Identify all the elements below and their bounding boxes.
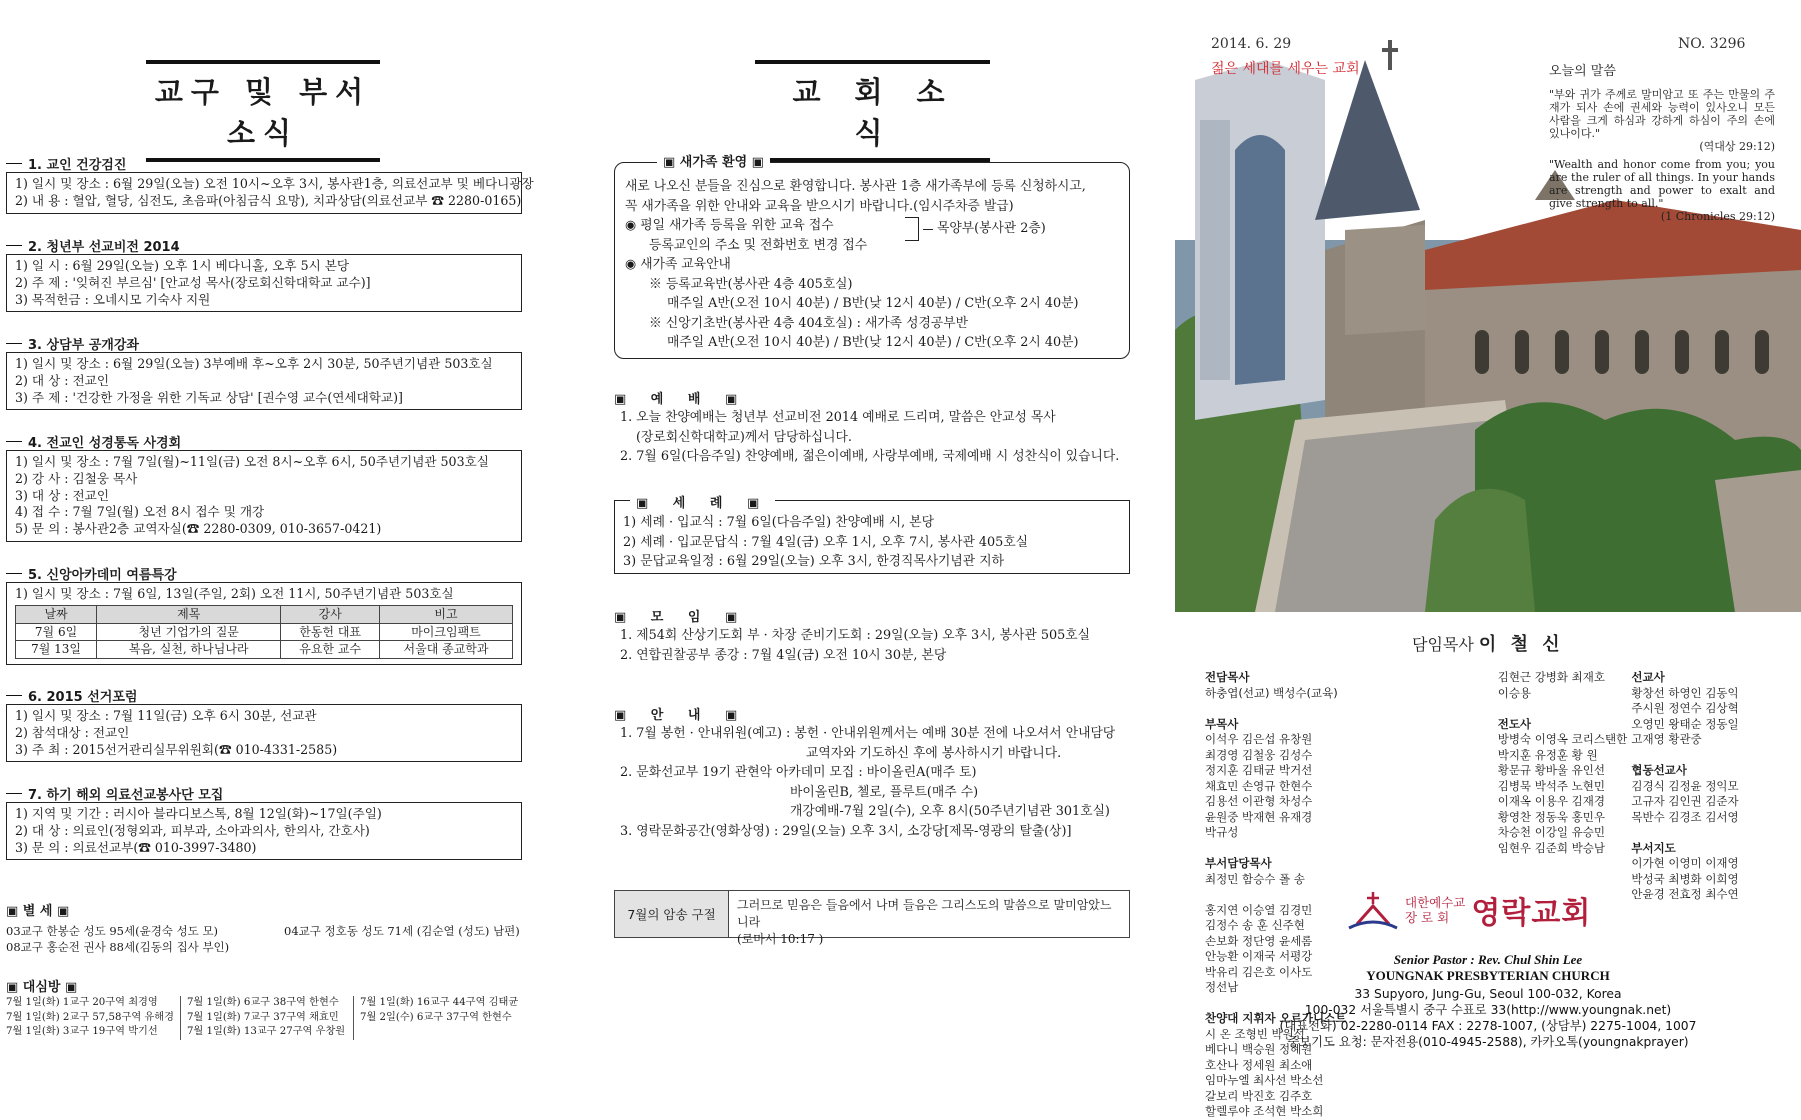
clergy-line: 황문규 황바울 유인선 (1497, 763, 1606, 777)
memory-verse-box (614, 890, 1130, 946)
newcomer-line: 매주일 A반(오전 10시 40분) / B반(낮 12시 40분) / C반(오후 2시 40분) (667, 335, 1079, 350)
clergy-line: 이석우 김은섭 유창원 (1205, 732, 1313, 746)
table-cell: 서울대 종교학과 (380, 641, 513, 659)
section-body (6, 254, 522, 312)
clergy-line: 고규자 김인권 김준자 (1631, 794, 1739, 808)
church-logo (1347, 888, 1591, 932)
obituary-line: 04교구 정호동 성도 71세 (김순열 (성도) 남편) (284, 924, 520, 938)
clergy-line: 박유리 김은호 이사도 (1205, 964, 1313, 979)
section-heading: 1. 교인 건강검진 (6, 154, 522, 170)
visit-line: 7월 1일(화) 7교구 37구역 채효민 (186, 1011, 339, 1023)
logo-small-line: 장 로 회 (1405, 910, 1450, 925)
clergy-line: 오영민 왕태순 정동일 (1631, 716, 1739, 731)
section-heading: 7. 하기 해외 의료선교봉사단 모집 (6, 784, 522, 800)
section-election-forum (6, 686, 522, 762)
clergy-line: 최정민 함승수 폴 송 (1205, 871, 1305, 886)
memory-verse-label: 7월의 암송 구절 (615, 891, 729, 937)
worship-line: 2. 7월 6일(다음주일) 찬양예배, 젊은이예배, 사랑부예배, 국제예배 시 성찬식이 있습니다. (620, 449, 1120, 464)
section-medical-mission (6, 784, 522, 860)
section-line: 1) 지역 및 기간 : 러시아 블라디보스톡, 8월 12일(화)~17일(주일) (15, 806, 382, 821)
clergy-line: 임현우 김준희 박승남 (1497, 840, 1606, 855)
section-bible-reading (6, 432, 522, 542)
clergy-line: 목반수 김경조 김서영 (1631, 809, 1739, 824)
section-health-check (6, 154, 534, 214)
table-cell: 마이크임팩트 (380, 623, 513, 641)
clergy-line: 전도사 (1497, 716, 1532, 731)
section-line: 5) 문 의 : 봉사관2층 교역자실(☎ 2280-0309, 010-3657-0421) (15, 521, 382, 537)
section-line: 1) 일시 및 장소 : 7월 11일(금) 오후 6시 30분, 선교관 (15, 708, 317, 723)
clergy-line: 김현근 강병화 최재호 (1497, 670, 1606, 684)
section-line: 3) 대 상 : 전교인 (15, 487, 110, 503)
lecture-table (15, 605, 513, 659)
section-body (6, 352, 522, 410)
clergy-line: 시 온 조형빈 박원선 (1205, 1026, 1305, 1041)
visit-line: 7월 1일(화) 3교구 19구역 박기선 (6, 1026, 158, 1037)
clergy-column (1205, 670, 1498, 903)
verse-english-ref: (1 Chronicles 29:12) (1660, 210, 1775, 223)
clergy-line: 주시원 정연수 김상혁 (1631, 701, 1739, 715)
notice-line: 교역자와 기도하신 후에 봉사하시기 바랍니다. (806, 745, 1062, 761)
section-body (6, 582, 522, 665)
section-summer-academy (6, 564, 522, 665)
section-heading: 2. 청년부 선교비전 2014 (6, 236, 522, 252)
section-line: 3) 주 최 : 2015선거관리실무위원회(☎ 010-4331-2585) (15, 741, 338, 757)
brace-note-text: 목양부(봉사관 2층) (937, 221, 1046, 237)
senior-pastor (1412, 630, 1564, 656)
notice-body (620, 724, 1140, 841)
clergy-line: 홍지연 이승열 김경민 (1205, 902, 1313, 917)
notice-line: 1. 7월 봉헌 · 안내위원(예고) : 봉헌 · 안내위원께서는 예배 30분 전에 나오셔서 안내담당 (620, 726, 1116, 741)
memory-verse-text: 그러므로 믿음은 들음에서 나며 들음은 그리스도의 말씀으로 말미암았느니라 (737, 898, 1112, 929)
brace-note (905, 217, 1046, 241)
visit-heading: ▣ 대심방 ▣ (6, 980, 78, 995)
footer-address-ko: 100-032 서울특별시 중구 수표로 33(http://www.youngnak.net) (1304, 1003, 1672, 1017)
worship-line: (장로회신학대학교)께서 담당하십니다. (636, 429, 852, 445)
clergy-line: 윤원중 박재현 유재경 (1205, 809, 1313, 824)
church-emblem-icon (1347, 890, 1399, 930)
footer-prayer-request: 중보기도 요청: 문자전용(010-4945-2588), 카카오톡(youngnakprayer) (1287, 1035, 1689, 1049)
footer-address-en: 33 Supyoro, Jung-Gu, Seoul 100-032, Korea (1354, 987, 1622, 1001)
table-cell: 7월 13일 (16, 641, 97, 659)
clergy-line: 고재영 황관중 (1631, 732, 1702, 746)
baptism-heading: ▣ 세 례 ▣ (630, 492, 775, 511)
visit-line: 7월 1일(화) 16교구 44구역 김태균 (359, 997, 519, 1008)
worship-line: 1. 오늘 찬양예배는 청년부 선교비전 2014 예배로 드리며, 말씀은 안교성 목사 (620, 410, 1056, 425)
clergy-line: 찬양대 지휘자 오르가니스트 (1205, 1011, 1347, 1025)
issue-number: NO. 3296 (1678, 36, 1746, 52)
section-youth-mission (6, 236, 522, 312)
church-news-page (600, 0, 1160, 1054)
section-body (6, 704, 522, 762)
section-line: 3) 목적헌금 : 오네시모 기숙사 지원 (15, 291, 211, 307)
table-header-row (16, 605, 513, 623)
table-cell: 유요한 교수 (281, 641, 380, 659)
section-heading: 6. 2015 선거포럼 (6, 686, 522, 702)
newcomer-line: ※ 신앙기초반(봉사관 4층 404호실) : 새가족 성경공부반 (649, 315, 968, 331)
table-row (16, 641, 513, 659)
logo-church-name: 영락교회 (1471, 896, 1592, 931)
clergy-line: 전담목사 (1205, 670, 1250, 684)
table-cell: 청년 기업가의 질문 (97, 623, 281, 641)
church-photo (1175, 0, 1801, 612)
clergy-line: 박성국 최병화 이희영 (1631, 871, 1739, 886)
section-line: 2) 참석대상 : 전교인 (15, 724, 130, 740)
newcomer-line: 매주일 A반(오전 10시 40분) / B반(낮 12시 40분) / C반(오후 2시 40분) (667, 296, 1079, 311)
clergy-line: 김정수 송 훈 신주현 (1205, 918, 1305, 932)
verse-english (1549, 158, 1775, 223)
visit-column (353, 996, 526, 1040)
section-body (6, 802, 522, 860)
clergy-line: 임마누엘 최사선 박소선 (1205, 1073, 1324, 1087)
visit-column (180, 996, 353, 1040)
senior-pastor-name: 이 철 신 (1478, 634, 1564, 655)
section-counseling-lecture (6, 334, 522, 410)
clergy-line: 협동선교사 (1631, 763, 1687, 777)
table-cell: 7월 6일 (16, 623, 97, 641)
footer-pastor (1175, 952, 1801, 968)
visit-line: 7월 1일(화) 13교구 27구역 우창원 (186, 1026, 346, 1037)
brace-tick (923, 229, 933, 230)
newcomer-heading: ▣ 새가족 환영 ▣ (657, 153, 770, 173)
cover-page (1175, 0, 1801, 1118)
clergy-line (1205, 701, 1494, 717)
newcomer-box (614, 155, 1130, 359)
footer-church-name: YOUNGNAK PRESBYTERIAN CHURCH (1366, 968, 1610, 983)
table-header: 제목 (97, 605, 281, 623)
clergy-line: 김용선 이관형 차성수 (1205, 794, 1313, 808)
baptism-box (614, 500, 1130, 574)
clergy-line (1631, 825, 1761, 841)
visit-line: 7월 1일(화) 2교구 57,58구역 유해경 (6, 1011, 174, 1023)
section-line: 3) 주 제 : '건강한 가정을 위한 기독교 상담' [권수영 교수(연세대학교)] (15, 389, 403, 405)
clergy-line: 황창선 하영인 김동익 (1631, 685, 1739, 700)
table-header: 강사 (281, 605, 380, 623)
clergy-line: 채효민 손영규 한현수 (1205, 778, 1313, 793)
clergy-line: 부서담당목사 (1205, 856, 1272, 870)
verse-korean-text: "부와 귀가 주께로 말미암고 또 주는 만물의 주재가 되사 손에 권세와 능력이 있사오니 모든 사람을 크게 하심과 강하게 하심이 주의 손에 있나이다." (1549, 88, 1775, 140)
clergy-line: 정선남 (1205, 980, 1239, 994)
section-line: 2) 대 상 : 전교인 (15, 372, 110, 388)
baptism-line: 2) 세례 · 입교문답식 : 7월 4일(금) 오후 1시, 오후 7시, 봉사관 405호실 (623, 534, 1029, 550)
clergy-line: 호산나 정세원 최소애 (1205, 1057, 1313, 1072)
clergy-line: 박규성 (1205, 825, 1239, 839)
section-heading: 5. 신앙아카데미 여름특강 (6, 564, 522, 580)
section-heading: 3. 상담부 공개강좌 (6, 334, 522, 350)
section-line: 1) 일시 및 장소 : 7월 6일, 13일(주일, 2회) 오전 11시, 50주년기념관 503호실 (15, 586, 454, 601)
verse-english-text: "Wealth and honor come from you; you are the ruler of all things. In your hands are strength and power to exalt and give strength to all." (1549, 158, 1775, 210)
notice-line: 바이올린B, 첼로, 플루트(매주 수) (790, 784, 979, 800)
clergy-line: 황영찬 정동욱 홍민우 (1497, 809, 1606, 824)
clergy-column (1498, 670, 1632, 903)
visit-column (6, 996, 180, 1040)
table-cell: 한동헌 대표 (281, 623, 380, 641)
newcomer-line: 등록교인의 주소 및 전화번호 변경 접수 (649, 237, 868, 253)
clergy-line: 안윤경 전효정 최수연 (1631, 887, 1739, 901)
visit-line: 7월 1일(화) 6교구 38구역 한현수 (186, 997, 339, 1008)
clergy-line: 김경식 김정윤 정익모 (1631, 778, 1739, 793)
logo-denomination (1405, 895, 1465, 925)
issue-date: 2014. 6. 29 (1211, 36, 1292, 52)
clergy-line: 김병묵 박석주 노현민 (1497, 778, 1606, 793)
section-body (6, 450, 522, 542)
meeting-line: 1. 제54회 산상기도회 부 · 차장 준비기도회 : 29일(오늘) 오후 3시, 봉사관 505호실 (620, 628, 1090, 643)
table-header: 날짜 (16, 605, 97, 623)
verse-title: 오늘의 말씀 (1549, 64, 1616, 79)
clergy-line: 갈보리 박진호 김주호 (1205, 1088, 1313, 1103)
table-cell: 복음, 실천, 하나님나라 (97, 641, 281, 659)
brace-shape (905, 217, 919, 241)
table-header: 비고 (380, 605, 513, 623)
clergy-line: 박지훈 유정훈 황 원 (1497, 747, 1598, 762)
logo-small-line: 대한예수교 (1405, 895, 1466, 910)
clergy-line: 방병숙 이영옥 코리스탠한 (1497, 732, 1628, 746)
clergy-line: 최경영 김철웅 김성수 (1205, 747, 1313, 762)
section-line: 3) 문 의 : 의료선교부(☎ 010-3997-3480) (15, 839, 257, 855)
clergy-line: 손보화 정단영 윤세롬 (1205, 933, 1313, 948)
verse-korean-ref: (역대상 29:12) (1699, 140, 1775, 153)
obituary-line: 03교구 한봉순 성도 95세(윤경숙 성도 모) (6, 924, 219, 938)
church-slogan: 젊은 세대를 세우는 교회 (1211, 61, 1360, 77)
section-line: 2) 강 사 : 김철웅 목사 (15, 470, 138, 486)
clergy-line (1498, 701, 1628, 717)
newcomer-line: 새로 나오신 분들을 진심으로 환영합니다. 봉사관 1층 새가족부에 등록 신청하시고, (625, 179, 1086, 194)
worship-heading: ▣ 예 배 ▣ (614, 392, 748, 407)
clergy-column (1631, 670, 1765, 903)
memory-verse-ref: (로마서 10:17 ) (737, 932, 824, 946)
clergy-line: 할렐루야 조석현 박소희 (1205, 1104, 1324, 1118)
clergy-line (1205, 841, 1494, 857)
clergy-line: 하충엽(선교) 백성수(교육) (1205, 685, 1338, 700)
section-heading: 4. 전교인 성경통독 사경회 (6, 432, 522, 448)
notice-line: 2. 문화선교부 19기 관현악 아카데미 모집 : 바이올린A(매주 토) (620, 765, 977, 780)
clergy-line: 정지훈 김태균 박거선 (1205, 763, 1313, 777)
section-line: 1) 일 시 : 6월 29일(오늘) 오후 1시 베다니홀, 오후 5시 본당 (15, 258, 350, 273)
memory-verse-content (729, 891, 1129, 946)
meeting-line: 2. 연합권찰공부 종강 : 7월 4일(금) 오전 10시 30분, 본당 (620, 647, 947, 663)
worship-body (620, 408, 1140, 467)
clergy-line: 부서지도 (1631, 840, 1676, 855)
section-line: 1) 일시 및 장소 : 6월 29일(오늘) 오전 10시~오후 3시, 봉사관1층, 의료선교부 및 베다니광장 (15, 176, 534, 191)
meeting-heading: ▣ 모 임 ▣ (614, 610, 748, 625)
clergy-line: 차승천 이강일 유승민 (1497, 825, 1606, 839)
section-line: 1) 일시 및 장소 : 6월 29일(오늘) 3부예배 후~오후 2시 30분, 50주년기념관 503호실 (15, 356, 493, 371)
section-line: 2) 내 용 : 혈압, 혈당, 심전도, 초음파(아침금식 요망), 치과상담(의료선교부 ☎ 2280-0165) (15, 192, 522, 208)
notice-line: 개강예배-7월 2일(수), 오후 8시(50주년기념관 301호실) (790, 804, 1110, 819)
meeting-body (620, 626, 1140, 665)
visit-line: 7월 2일(수) 6교구 37구역 한현수 (359, 1011, 512, 1023)
visit-line: 7월 1일(화) 1교구 20구역 최경영 (6, 997, 158, 1008)
notice-line: 3. 영락문화공간(영화상영) : 29일(오늘) 오후 3시, 소강당[제목-영광의 탈출(상)] (620, 823, 1072, 839)
section-line: 1) 일시 및 장소 : 7월 7일(월)~11일(금) 오전 8시~오후 6시, 50주년기념관 503호실 (15, 454, 489, 469)
newcomer-line: 꼭 새가족을 위한 안내와 교육을 받으시기 바랍니다.(임시주차증 발급) (625, 198, 1014, 214)
newcomer-line: ※ 등록교육반(봉사관 4층 405호실) (649, 276, 853, 292)
footer-phone: (대표전화) 02-2280-0114 FAX : 2278-1007, (상담부) 2275-1004, 1007 (1279, 1019, 1697, 1033)
clergy-line: 부목사 (1205, 716, 1239, 731)
table-row (16, 623, 513, 641)
church-news-title: 교회소식 (755, 60, 990, 162)
parish-news-title: 교구 및 부서소식 (146, 60, 380, 162)
section-line: 4) 접 수 : 7월 7일(월) 오전 8시 접수 및 개강 (15, 504, 265, 520)
clergy-line: 이가현 이영미 이재영 (1631, 856, 1739, 870)
footer-pastor-text: Senior Pastor : Rev. Chul Shin Lee (1393, 952, 1583, 967)
clergy-line: 선교사 (1631, 670, 1665, 684)
section-line: 2) 대 상 : 의료인(정형외과, 피부과, 소아과의사, 한의사, 간호사) (15, 822, 370, 838)
baptism-line: 3) 문답교육일정 : 6월 29일(오늘) 오후 3시, 한경직목사기념관 지하 (623, 554, 1004, 569)
obituary-heading: ▣ 별 세 ▣ (6, 904, 70, 919)
clergy-line: 이승용 (1497, 685, 1532, 700)
parish-news-page (0, 0, 540, 1054)
senior-pastor-label: 담임목사 (1412, 635, 1474, 654)
obituary-line: 08교구 홍순전 권사 88세(김동의 집사 부인) (6, 940, 230, 954)
newcomer-line: ◉ 새가족 교육안내 (625, 257, 731, 272)
section-line: 2) 주 제 : '잊혀진 부르심' [안교성 목사(장로회신학대학교 교수)] (15, 274, 371, 290)
clergy-line: 베다니 백승원 정혜원 (1205, 1042, 1313, 1056)
clergy-line (1631, 748, 1761, 764)
section-body (6, 172, 534, 214)
clergy-line: 안능환 이재국 서평강 (1205, 949, 1313, 963)
verse-korean (1549, 88, 1775, 153)
notice-heading: ▣ 안 내 ▣ (614, 708, 748, 723)
visit-schedule (6, 996, 526, 1040)
baptism-line: 1) 세례 · 입교식 : 7월 6일(다음주일) 찬양예배 시, 본당 (623, 515, 934, 530)
newcomer-line: ◉ 평일 새가족 등록을 위한 교육 접수 (625, 218, 834, 233)
clergy-line: 이재옥 이용우 김재경 (1497, 794, 1606, 808)
